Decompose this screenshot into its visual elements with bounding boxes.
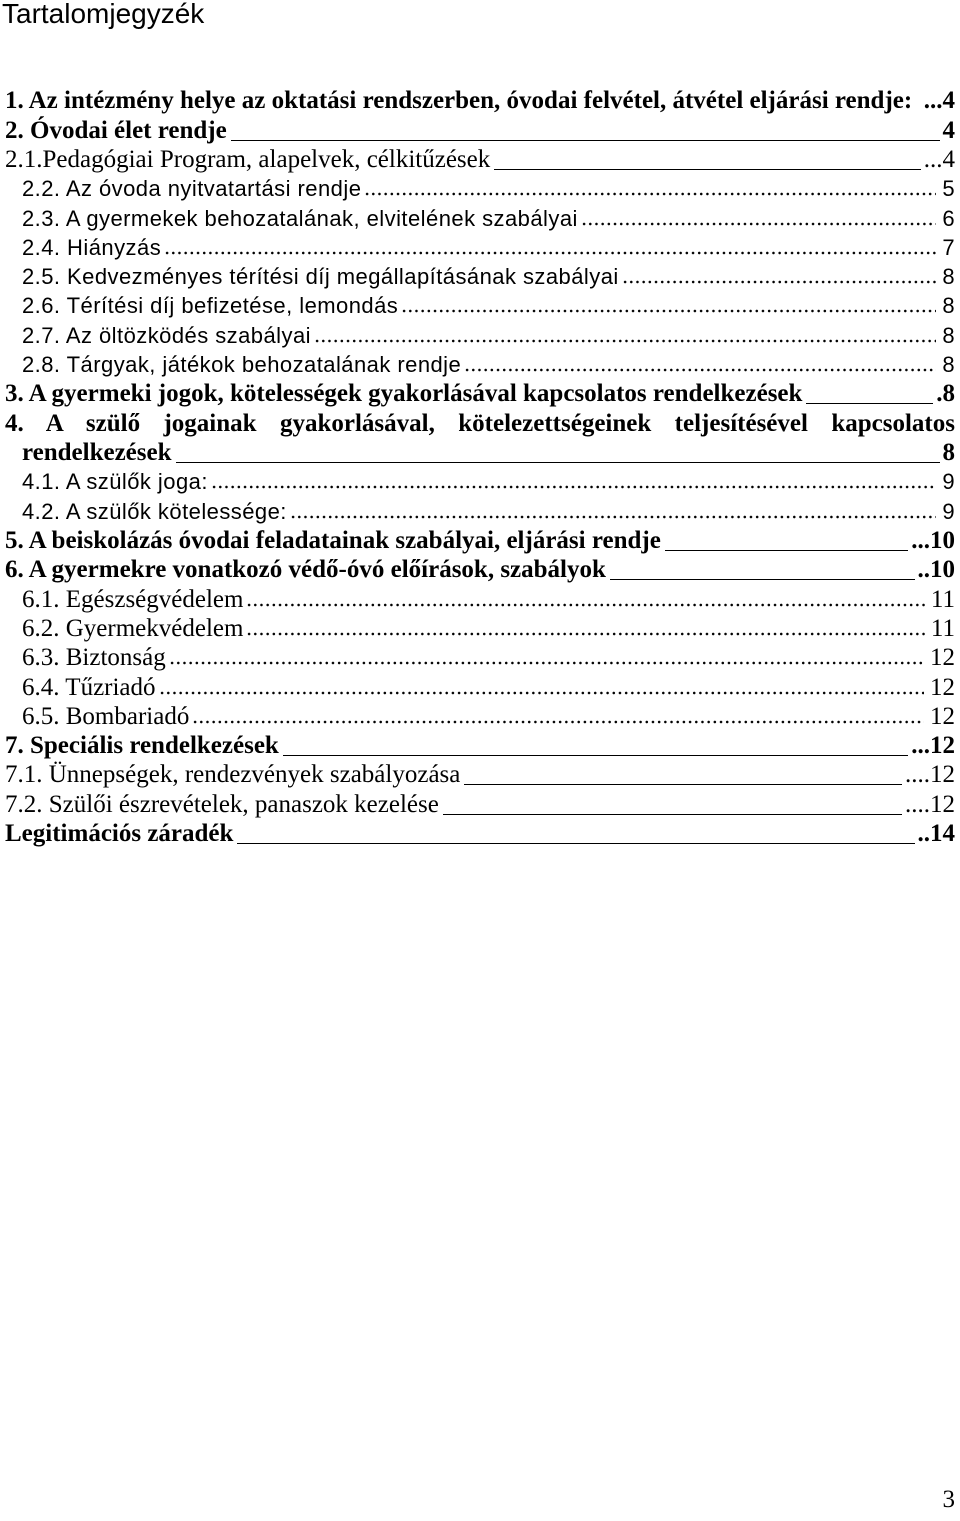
toc-entry-text: 2.2. Az óvoda nyitvatartási rendje [22, 176, 362, 202]
toc-entry-page: 12 [930, 702, 955, 730]
toc-entry-page: 9 [942, 498, 955, 524]
toc-entry-page: 7 [942, 234, 955, 260]
dot-leader [464, 368, 936, 372]
toc-entry-page: 9 [942, 469, 955, 495]
underline-leader [610, 579, 915, 580]
toc-entry-page: 5 [942, 176, 955, 202]
toc-entry-page: 12 [930, 673, 955, 701]
toc-entry [5, 86, 955, 115]
toc-entry-page: 11 [930, 614, 955, 642]
toc-entry [5, 585, 955, 614]
toc-entry [5, 467, 955, 496]
toc-entry-page: ...10 [911, 526, 955, 554]
toc-entry-page: ..14 [917, 820, 955, 848]
toc-entry-text: 4.1. A szülők joga: [22, 469, 208, 495]
toc-entry [5, 702, 955, 731]
toc-entry [5, 233, 955, 262]
underline-leader [283, 755, 908, 756]
toc-entry [5, 790, 955, 819]
dot-leader [159, 691, 924, 695]
toc-entry-text: 6.2. Gyermekvédelem [22, 614, 244, 642]
page-title: Tartalomjegyzék [2, 0, 205, 29]
toc-entry-text: 7.1. Ünnepségek, rendezvények szabályozása [5, 761, 461, 789]
dot-leader [211, 485, 936, 489]
toc-entry [5, 174, 955, 203]
toc-entry [5, 760, 955, 789]
toc-entry-text: 6.4. Tűzriadó [22, 673, 156, 701]
toc-entry-page: ...4 [923, 145, 955, 173]
toc-entry-text: 2.6. Térítési díj befizetése, lemondás [22, 293, 399, 319]
page-number: 3 [942, 1486, 955, 1513]
toc-entry [5, 497, 955, 526]
toc-entry [5, 614, 955, 643]
toc-entry [5, 673, 955, 702]
toc-entry-page: ....12 [905, 790, 955, 818]
toc-entry [5, 819, 955, 848]
toc-entry [5, 526, 955, 555]
toc-entry-page: 11 [930, 585, 955, 613]
toc-entry [5, 116, 955, 145]
toc-entry [5, 643, 955, 672]
toc-entry-text: 4. A szülő jogainak gyakorlásával, kötelezettségeinek teljesítésével kapcsolatos [5, 409, 955, 437]
toc-entry-page: 8 [942, 439, 955, 467]
underline-leader [665, 550, 908, 551]
toc-entry-text: 1. Az intézmény helye az oktatási rendszerben, óvodai felvétel, átvétel eljárási rendje: [5, 87, 913, 115]
toc-entry-text: 7.2. Szülői észrevételek, panaszok kezelése [5, 790, 439, 818]
dot-leader [364, 192, 936, 196]
toc-entry-page: 4 [942, 116, 955, 144]
toc-entry-text: 2. Óvodai élet rendje [5, 116, 227, 144]
toc-entry-page: 6 [942, 205, 955, 231]
toc-entry [5, 145, 955, 174]
toc-entry [5, 350, 955, 379]
toc-entry-text: 2.3. A gyermekek behozatalának, elvitelének szabályai [22, 205, 578, 231]
toc-entry-page: 8 [942, 352, 955, 378]
dot-leader [581, 222, 936, 226]
toc-entry-text: Legitimációs záradék [5, 820, 234, 848]
toc-entry-text: 3. A gyermeki jogok, kötelességek gyakorlásával kapcsolatos rendelkezések [5, 380, 803, 408]
table-of-contents [5, 86, 955, 848]
dot-leader [164, 251, 936, 255]
toc-entry-text: 7. Speciális rendelkezések [5, 732, 279, 760]
dot-leader [401, 309, 936, 313]
toc-entry-page: 8 [942, 293, 955, 319]
dot-leader [314, 339, 936, 343]
underline-leader [806, 403, 933, 404]
toc-entry-text: 5. A beiskolázás óvodai feladatainak szabályai, eljárási rendje [5, 526, 661, 554]
toc-entry [5, 262, 955, 291]
toc-entry [5, 321, 955, 350]
toc-entry-text: 2.8. Tárgyak, játékok behozatalának rendje [22, 352, 462, 378]
toc-entry-text: 4.2. A szülők kötelessége: [22, 498, 287, 524]
toc-entry-page: ...12 [911, 732, 955, 760]
toc-entry-text: 2.4. Hiányzás [22, 234, 162, 260]
toc-entry-page: 12 [930, 644, 955, 672]
underline-leader [443, 814, 902, 815]
toc-entry-text: rendelkezések [22, 439, 172, 467]
dot-leader [246, 632, 924, 636]
dot-leader [169, 661, 924, 665]
toc-entry-page: ....12 [905, 761, 955, 789]
toc-entry-text: 2.5. Kedvezményes térítési díj megállapításának szabályai [22, 264, 619, 290]
dot-leader [290, 515, 936, 519]
underline-leader [237, 843, 914, 844]
toc-entry [5, 555, 955, 584]
toc-entry-page: 8 [942, 264, 955, 290]
toc-entry-text: 6. A gyermekre vonatkozó védő-óvó előírások, szabályok [5, 556, 606, 584]
toc-entry-continuation [5, 438, 955, 467]
toc-entry-text: 6.3. Biztonság [22, 644, 166, 672]
toc-entry-page: ...4 [923, 87, 955, 115]
dot-leader [622, 280, 937, 284]
toc-entry [5, 409, 955, 438]
toc-entry-text: 6.5. Bombariadó [22, 702, 190, 730]
toc-entry [5, 291, 955, 320]
dot-leader [192, 720, 924, 724]
toc-entry [5, 731, 955, 760]
toc-entry-text: 2.1.Pedagógiai Program, alapelvek, célkitűzések [5, 145, 491, 173]
toc-entry-page: 8 [942, 322, 955, 348]
underline-leader [231, 140, 940, 141]
toc-entry [5, 379, 955, 408]
underline-leader [176, 462, 940, 463]
toc-entry-text: 6.1. Egészségvédelem [22, 585, 244, 613]
toc-entry-text: 2.7. Az öltözködés szabályai [22, 322, 311, 348]
toc-entry-page: ..10 [917, 556, 955, 584]
dot-leader [246, 603, 924, 607]
underline-leader [494, 169, 920, 170]
toc-entry-page: .8 [936, 380, 955, 408]
underline-leader [464, 784, 902, 785]
toc-entry [5, 204, 955, 233]
